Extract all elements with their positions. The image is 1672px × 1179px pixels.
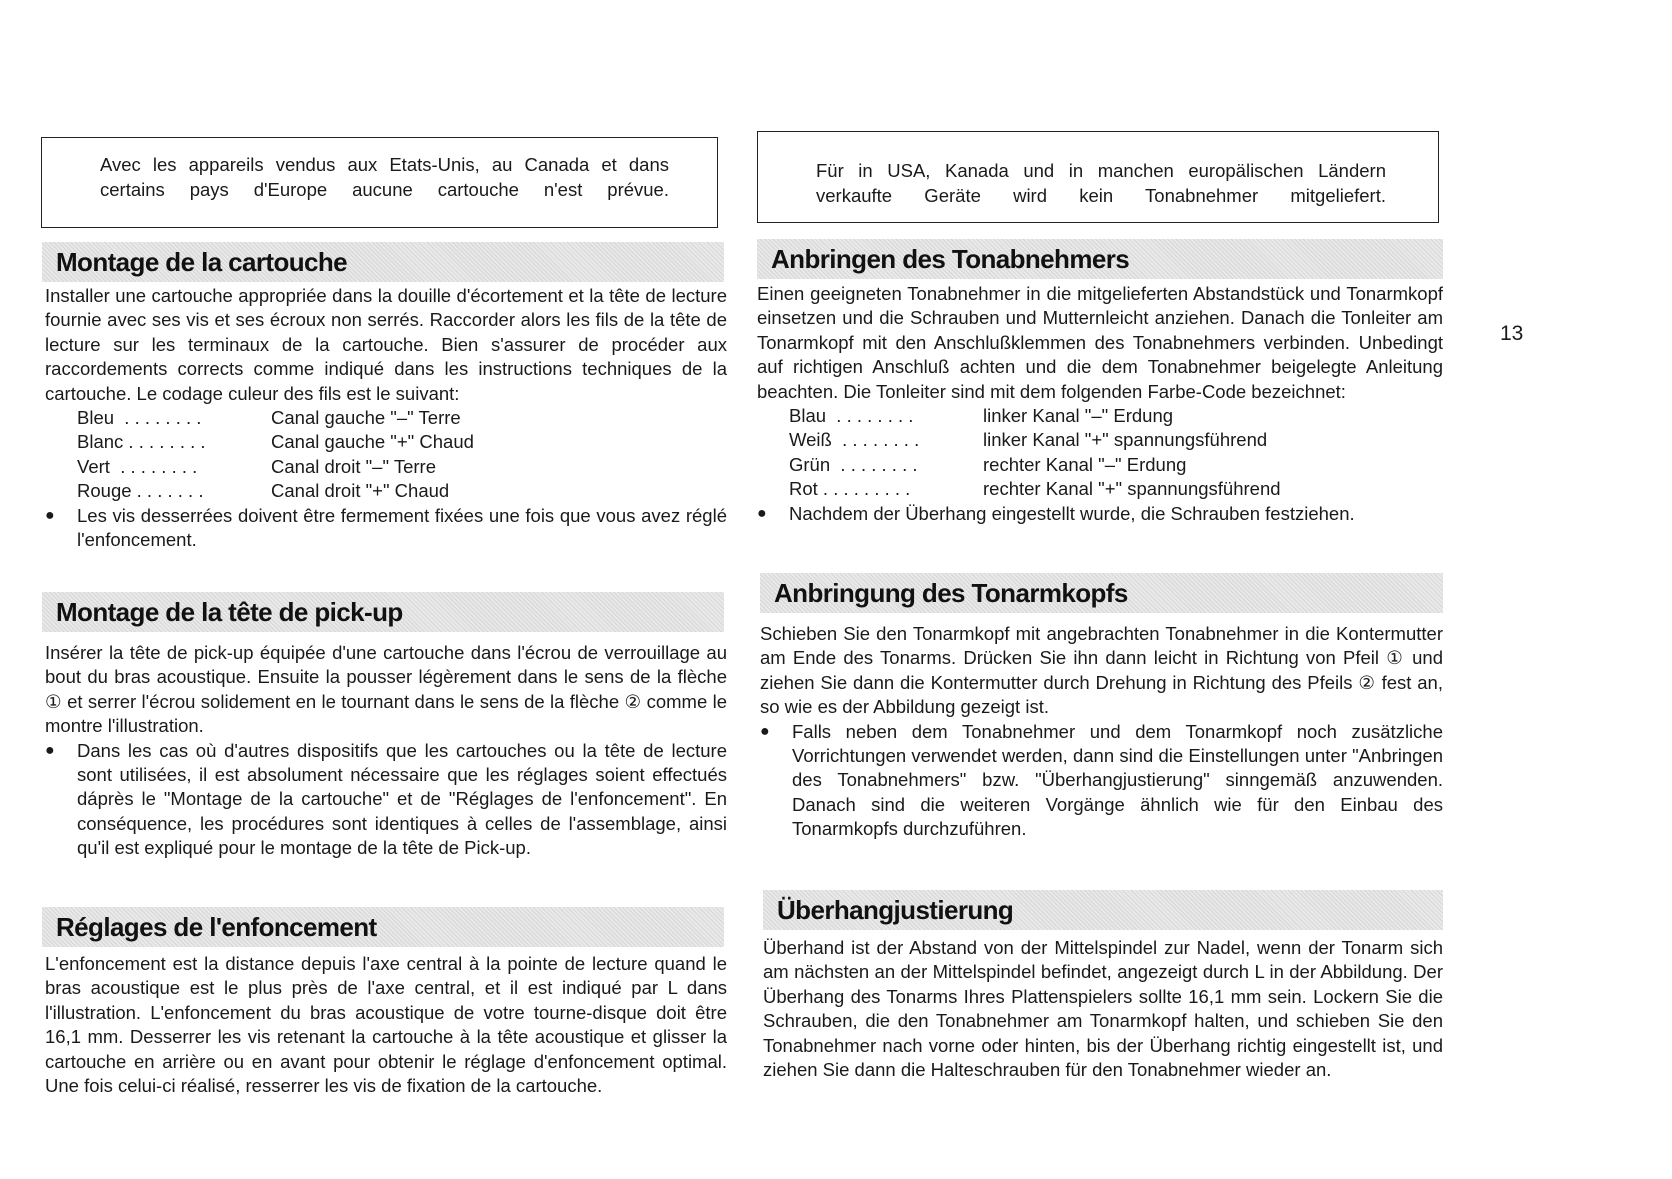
- bullet-item: [757, 502, 1443, 526]
- bullet-icon: ●: [757, 504, 767, 522]
- wire-color: Rot . . . . . . . . .: [789, 478, 911, 500]
- section-heading: Überhangjustierung: [777, 895, 1014, 925]
- paragraph: L'enfoncement est la distance depuis l'axe central à la pointe de lecture quand le bras acoustique est le plus près de l'axe central, et il est indiqué par L dans l'illustration. L'enfoncement du bras acoustique de votre tourne-disque doit être 16,1 mm. Desserrer les vis retenant la cartouche à la tête acoustique et glisser la cartouche en arrière ou en avant pour obtenir le réglage d'enfoncement optimal. Une fois celui-ci réalisé, resserrer les vis de fixation de la cartouche.: [45, 953, 727, 1097]
- bullet-item: [45, 739, 727, 861]
- french-section-enfoncement: [45, 952, 727, 1098]
- page-number: 13: [1500, 322, 1524, 345]
- wire-color: Vert . . . . . . . .: [77, 455, 198, 477]
- section-heading-band: [42, 907, 724, 947]
- french-note-box: [41, 137, 718, 228]
- german-section-tonarmkopf: [760, 622, 1443, 842]
- list-item: [77, 406, 727, 430]
- bullet-text: Dans les cas où d'autres dispositifs que les cartouches ou la tête de lecture sont utilisées, il est absolument nécessaire que les réglages soient effectués dáprès le "Montage de la cartouche" et de "Réglages de l'enfoncement". En conséquence, les procédures sont identiques à celles de l'assemblage, ainsi qu'il est expliqué pour le montage de la tête de Pick-up.: [77, 739, 727, 859]
- paragraph: Schieben Sie den Tonarmkopf mit angebrachten Tonabnehmer in die Kontermutter am Ende des Tonarms. Drücken Sie ihn dann leicht in Richtung von Pfeil ① und ziehen Sie dann die Kontermutter durch Drehung in Richtung des Pfeils ② fest an, so wie es der Abbildung gezeigt ist.: [760, 623, 1443, 718]
- wire-color: Bleu . . . . . . . .: [77, 407, 202, 429]
- bullet-text: Les vis desserrées doivent être fermement fixées une fois que vous avez réglé l'enfoncement.: [77, 504, 727, 551]
- section-heading-band: [763, 890, 1443, 930]
- section-heading: Anbringen des Tonabnehmers: [771, 244, 1130, 274]
- german-note-box: [757, 131, 1439, 223]
- bullet-icon: ●: [45, 741, 55, 759]
- note-line: verkaufte Geräte wird kein Tonabnehmer mitgeliefert.: [816, 185, 1386, 206]
- french-section-pickup: [45, 641, 727, 861]
- wire-color: Weiß . . . . . . . .: [789, 429, 920, 451]
- wire-color: Rouge . . . . . . .: [77, 480, 204, 502]
- german-section-tonabnehmer: [757, 282, 1443, 526]
- wire-color: Blau . . . . . . . .: [789, 405, 914, 427]
- paragraph: Überhand ist der Abstand von der Mittelspindel zur Nadel, wenn der Tonarm sich am nächsten an der Mittelspindel befindet, angezeigt durch L in der Abbildung. Der Überhang des Tonarms Ihres Plattenspielers sollte 16,1 mm sein. Lockern Sie die Schrauben, die den Tonabnehmer am Tonarmkopf halten, und schieben Sie den Tonabnehmer nach vorne oder hinten, bis der Überhang richtig eingestellt ist, und ziehen Sie dann die Halteschrauben für den Tonabnehmer wieder an.: [763, 937, 1443, 1081]
- section-heading: Réglages de l'enfoncement: [56, 912, 377, 942]
- section-heading: Montage de la cartouche: [56, 247, 348, 277]
- list-item: [77, 479, 727, 503]
- section-heading-band: [757, 239, 1443, 279]
- wire-color: Grün . . . . . . . .: [789, 453, 918, 475]
- wire-color-list: [757, 404, 1443, 502]
- section-heading-band: [42, 592, 724, 632]
- bullet-icon: ●: [760, 722, 770, 740]
- bullet-item: [760, 720, 1443, 842]
- list-item: [789, 428, 1443, 452]
- wire-meaning: Canal gauche "+" Chaud: [271, 431, 474, 453]
- wire-meaning: Canal gauche "–" Terre: [271, 407, 461, 429]
- paragraph: Einen geeigneten Tonabnehmer in die mitgelieferten Abstandstück und Tonarmkopf einsetzen und die Schrauben und Mutternleicht anziehen. Danach die Tonleiter am Tonarmkopf mit den Anschlußklemmen des Tonabnehmers verbinden. Unbedingt auf richtigen Anschluß achten und die dem Tonabnehmer beigelegte Anleitung beachten. Die Tonleiter sind mit dem folgenden Farbe-Code bezeichnet:: [757, 283, 1443, 402]
- german-section-ueberhang: [763, 936, 1443, 1082]
- bullet-item: [45, 504, 727, 553]
- wire-meaning: linker Kanal "–" Erdung: [983, 405, 1174, 427]
- wire-meaning: Canal droit "–" Terre: [271, 455, 436, 477]
- note-line: Avec les appareils vendus aux Etats-Unis, au Canada et dans: [100, 154, 669, 175]
- section-heading: Anbringung des Tonarmkopfs: [774, 578, 1128, 608]
- bullet-text: Falls neben dem Tonabnehmer und dem Tonarmkopf noch zusätzliche Vorrichtungen verwendet werden, dann sind die Einstellungen unter "Anbringen des Tonabnehmers" bzw. "Überhangjustierung" sinngemäß anzuwenden. Danach sind die weiteren Vorgänge ähnlich wie für den Einbau des Tonarmkopfs durchzuführen.: [792, 720, 1443, 840]
- wire-meaning: Canal droit "+" Chaud: [271, 480, 450, 502]
- wire-meaning: linker Kanal "+" spannungsführend: [983, 429, 1268, 451]
- note-line: certains pays d'Europe aucune cartouche n'est prévue.: [100, 179, 669, 200]
- section-heading-band: [42, 242, 724, 282]
- bullet-icon: ●: [45, 506, 55, 524]
- list-item: [789, 477, 1443, 501]
- section-heading-band: [760, 573, 1443, 613]
- bullet-text: Nachdem der Überhang eingestellt wurde, die Schrauben festziehen.: [789, 502, 1355, 524]
- section-heading: Montage de la tête de pick-up: [56, 597, 403, 627]
- french-section-cartouche: [45, 284, 727, 552]
- note-line: Für in USA, Kanada und in manchen europälischen Ländern: [816, 160, 1386, 181]
- wire-meaning: rechter Kanal "–" Erdung: [983, 453, 1187, 475]
- list-item: [789, 404, 1443, 428]
- wire-meaning: rechter Kanal "+" spannungsführend: [983, 478, 1281, 500]
- list-item: [789, 453, 1443, 477]
- paragraph: Installer une cartouche appropriée dans la douille d'écortement et la tête de lecture fournie avec ses vis et ses écroux non serrés. Raccorder alors les fils de la tête de lecture sur les terminaux de la cartouche. Bien s'assurer de procéder aux raccordements corrects comme indiqué dans les instructions techniques de la cartouche. Le codage culeur des fils est le suivant:: [45, 285, 727, 404]
- wire-color: Blanc . . . . . . . .: [77, 431, 206, 453]
- wire-color-list: [45, 406, 727, 504]
- list-item: [77, 430, 727, 454]
- list-item: [77, 455, 727, 479]
- paragraph: Insérer la tête de pick-up équipée d'une cartouche dans l'écrou de verrouillage au bout du bras acoustique. Ensuite la pousser légèrement dans le sens de la flèche ① et serrer l'écrou solidement en le tournant dans le sens de la flèche ② comme le montre l'illustration.: [45, 642, 727, 737]
